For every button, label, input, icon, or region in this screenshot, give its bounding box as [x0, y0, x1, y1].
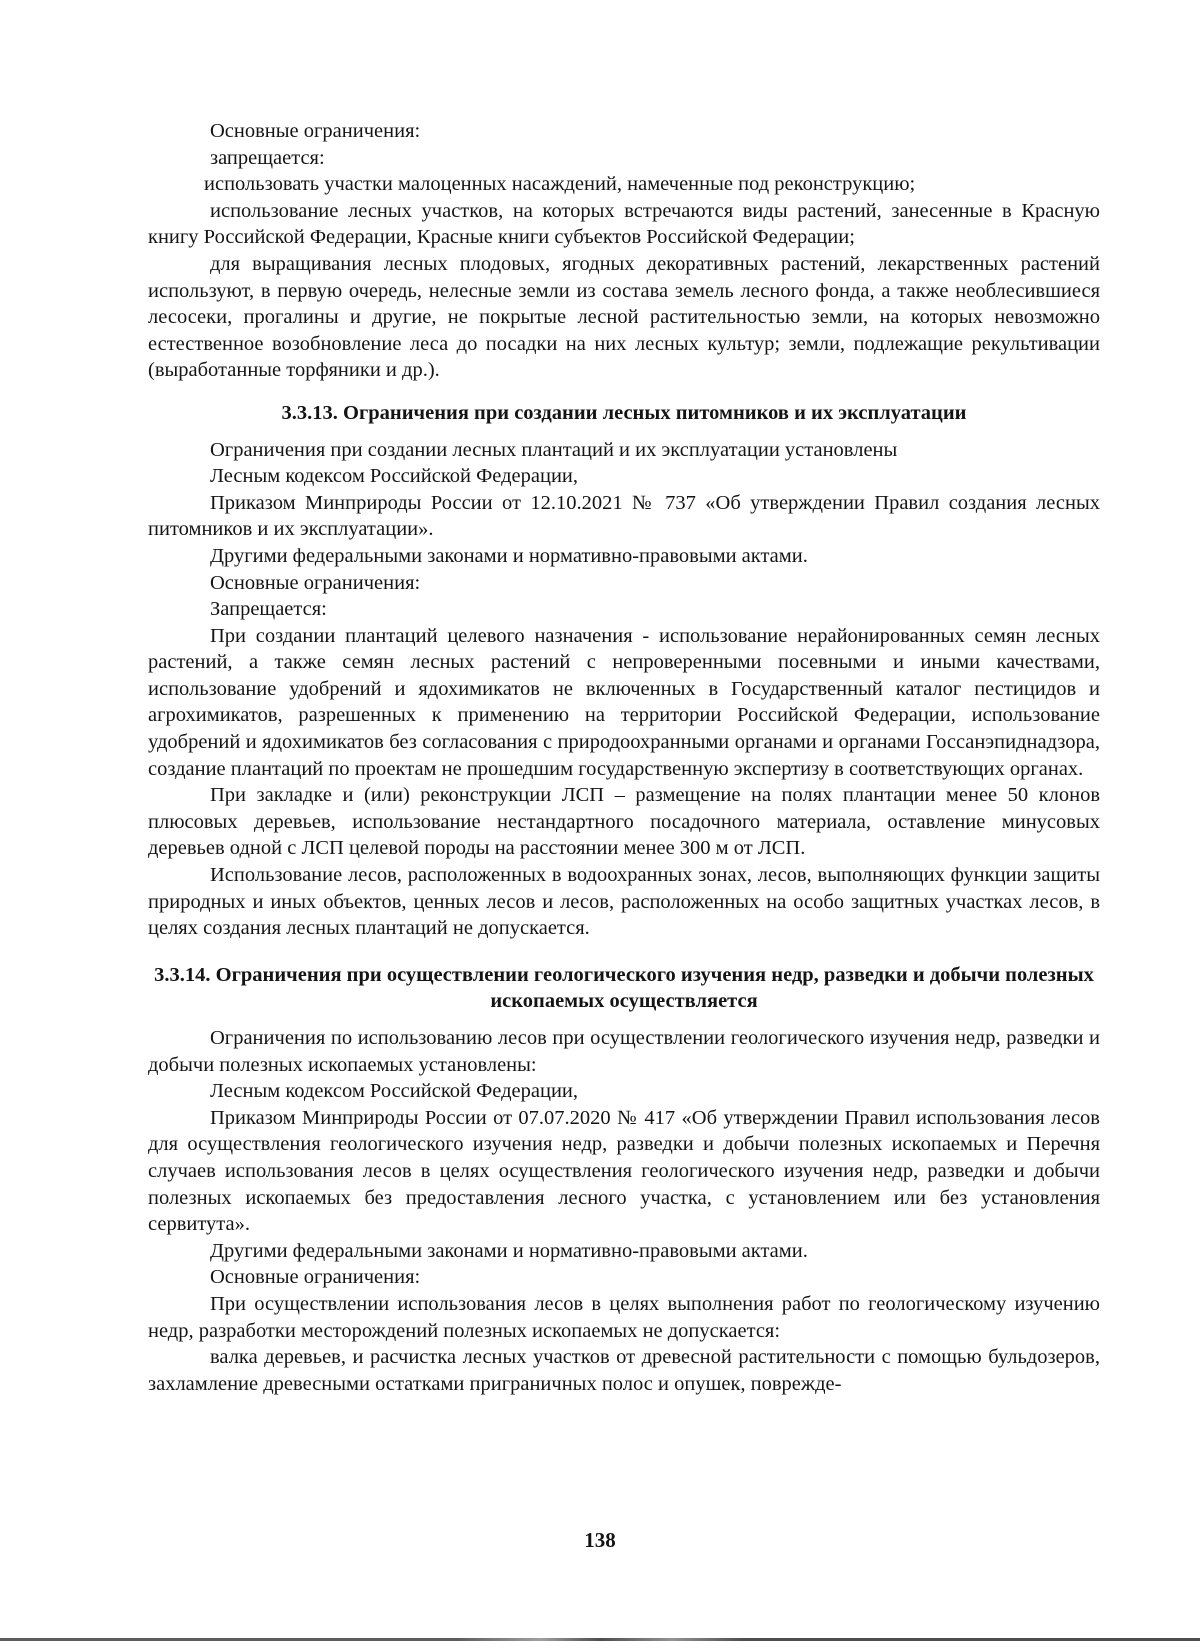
section-heading: 3.3.13. Ограничения при создании лесных питомников и их эксплуатации: [281, 401, 967, 424]
paragraph: Лесным кодексом Российской Федерации,: [210, 1080, 579, 1103]
paragraph: При закладке и (или) реконструкции ЛСП – размещение на полях плантации менее 50 клонов плюсовых деревьев, использование нестандартного посадочного материала, оставление минусовых деревьев одной с ЛСП целевой породы на расстоянии менее 300 м от ЛСП.: [148, 784, 1100, 860]
paragraph: Основные ограничения:: [210, 120, 421, 142]
paragraph: использовать участки малоценных насаждений, намеченные под реконструкцию;: [204, 173, 916, 196]
paragraph: Приказом Минприроды России от 07.07.2020 № 417 «Об утверждении Правил использования лесов для осуществления геологического изучения недр, разведки и добычи полезных ископаемых и Перечня случаев использования лесов в целях осуществления геологического изучения недр, разведки и добычи полезных ископаемых без предоставления лесного участка, с установлением или без установления сервитута».: [148, 1106, 1100, 1236]
paragraph: Запрещается:: [210, 598, 327, 621]
paragraph: Приказом Минприроды России от 12.10.2021 № 737 «Об утверждении Правил создания лесных питомников и их эксплуатации».: [148, 491, 1100, 541]
page-number: 138: [584, 1528, 616, 1552]
paragraph: Основные ограничения:: [210, 571, 421, 594]
paragraph: Другими федеральными законами и нормативно-правовыми актами.: [210, 1239, 808, 1262]
paragraph: Использование лесов, расположенных в водоохранных зонах, лесов, выполняющих функции защиты природных и иных объектов, ценных лесов и лесов, расположенных на особо защитных участках лесов, в целях создания лесных плантаций не допускается.: [148, 864, 1100, 940]
paragraph: При создании плантаций целевого назначения - использование нерайонированных семян лесных растений, а также семян лесных растений с непроверенными посевными и иными качествами, использование удобрений и ядохимикатов не включенных в Государственный каталог пестицидов и агрохимикатов, разрешенных к применению на территории Российской Федерации, использование удобрений и ядохимикатов без согласования с природоохранными органами и органами Госсанэпиднадзора, создание плантаций по проектам не прошедшим государственную экспертизу в соответствующих органах.: [148, 624, 1100, 780]
paragraph: Ограничения при создании лесных плантаций и их эксплуатации установлены: [210, 438, 898, 461]
paragraph: Ограничения по использованию лесов при осуществлении геологического изучения недр, разведки и добычи полезных ископаемых установлены:: [148, 1027, 1100, 1076]
paragraph: использование лесных участков, на которых встречаются виды растений, занесенные в Красную книгу Российской Федерации, Красные книги субъектов Российской Федерации;: [148, 199, 1100, 249]
paragraph: При осуществлении использования лесов в целях выполнения работ по геологическому изучению недр, разработки месторождений полезных ископаемых не допускается:: [148, 1292, 1100, 1342]
paragraph: для выращивания лесных плодовых, ягодных декоративных растений, лекарственных растений используют, в первую очередь, нелесные земли из состава земель лесного фонда, а также необлесившиеся лесосеки, прогалины и другие, не покрытые лесной растительностью земли, на которых невозможно естественное возобновление леса до посадки на них лесных культур; земли, подлежащие рекультивации (выработанные торфяники и др.).: [148, 252, 1100, 382]
paragraph: запрещается:: [210, 146, 325, 169]
paragraph: Основные ограничения:: [210, 1266, 421, 1289]
body-text: [148, 118, 1100, 1397]
paragraph: Другими федеральными законами и нормативно-правовыми актами.: [210, 544, 808, 567]
paragraph: Лесным кодексом Российской Федерации,: [210, 465, 579, 488]
section-heading: 3.3.14. Ограничения при осуществлении геологического изучения недр, разведки и добычи полезных ископаемых осуществляется: [154, 963, 1094, 1013]
scan-edge-line: [0, 1638, 1200, 1641]
paragraph: валка деревьев, и расчистка лесных участков от древесной растительности с помощью бульдозеров, захламление древесными остатками приграничных полос и опушек, поврежде-: [148, 1346, 1100, 1395]
